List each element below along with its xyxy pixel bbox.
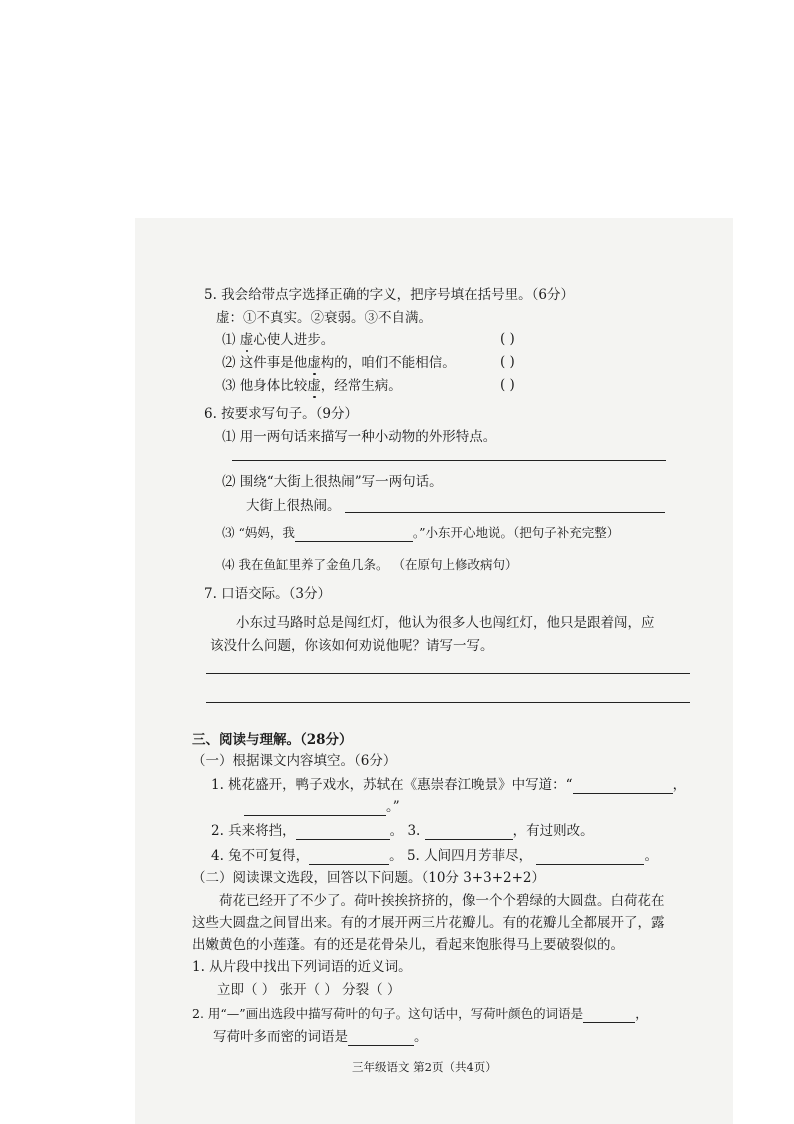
q6-answer-line-1[interactable] bbox=[232, 460, 666, 461]
q5-answer-3[interactable]: ( ) bbox=[500, 377, 515, 393]
reading-q2-cont: 写荷叶多而密的词语是 。 bbox=[213, 1029, 428, 1045]
q6-item-4: ⑷ 我在鱼缸里养了金鱼几条。 （在原句上修改病句） bbox=[222, 557, 518, 572]
q5-title: 5. 我会给带点字选择正确的字义，把序号填在括号里。（6分） bbox=[204, 287, 575, 303]
section-3-part-1-title: （一）根据课文内容填空。（6分） bbox=[192, 753, 397, 769]
q6-item-2-lead: 大街上很热闹。 bbox=[246, 498, 341, 514]
q7-answer-line-2[interactable] bbox=[206, 702, 690, 703]
q6-item-3: ⑶ “妈妈，我 。”小东开心地说。（把句子补充完整） bbox=[222, 525, 620, 540]
fill-2-3: 2. 兵来将挡， 。 3. ，有过则改。 bbox=[211, 823, 594, 839]
reading-q2-blank-a[interactable] bbox=[583, 1008, 635, 1023]
q5-meaning: 虚：①不真实。②衰弱。③不自满。 bbox=[216, 310, 432, 326]
passage-line-1: 荷花已经开了不少了。荷叶挨挨挤挤的，像一个个碧绿的大圆盘。白荷花在 bbox=[219, 893, 665, 909]
q5-item-2: ⑵ 这件事是他虚构的，咱们不能相信。 bbox=[222, 355, 456, 371]
q5-answer-2[interactable]: ( ) bbox=[500, 354, 515, 370]
q5-item-3: ⑶ 他身体比较虚，经常生病。 bbox=[222, 378, 402, 394]
q6-answer-line-2[interactable] bbox=[345, 512, 665, 513]
q7-paragraph-line-2: 该没什么问题，你该如何劝说他呢？请写一写。 bbox=[210, 638, 494, 654]
q5-answer-1[interactable]: ( ) bbox=[500, 331, 515, 347]
fill-1-cont: 。” bbox=[244, 798, 400, 816]
q6-item-2: ⑵ 围绕“大街上很热闹”写一两句话。 bbox=[222, 474, 443, 490]
q5-item-1: ⑴ 虚心使人进步。 bbox=[222, 332, 335, 348]
fill-5-blank[interactable] bbox=[536, 850, 644, 865]
q7-paragraph-line-1: 小东过马路时总是闯红灯，他认为很多人也闯红灯，他只是跟着闯，应 bbox=[236, 615, 655, 631]
q7-answer-line-1[interactable] bbox=[206, 673, 690, 674]
section-3-title: 三、阅读与理解。（28分） bbox=[192, 732, 353, 748]
q6-item-1: ⑴ 用一两句话来描写一种小动物的外形特点。 bbox=[222, 429, 497, 445]
fill-3-blank[interactable] bbox=[425, 825, 513, 840]
fill-1: 1. 桃花盛开，鸭子戏水，苏轼在《惠崇春江晚景》中写道：“ ， bbox=[211, 777, 687, 793]
passage-line-3: 出嫩黄色的小莲蓬。有的还是花骨朵儿，看起来饱胀得马上要破裂似的。 bbox=[192, 937, 624, 953]
q6-item-3-blank[interactable] bbox=[295, 527, 413, 542]
q6-title: 6. 按要求写句子。（9分） bbox=[204, 406, 359, 422]
reading-q2-blank-b[interactable] bbox=[348, 1031, 414, 1046]
fill-1-blank-a[interactable] bbox=[573, 779, 673, 794]
q7-title: 7. 口语交际。（3分） bbox=[204, 586, 332, 602]
fill-2-blank[interactable] bbox=[296, 825, 390, 840]
section-3-part-2-title: （二）阅读课文选段，回答以下问题。（10分 3+3+2+2） bbox=[192, 870, 546, 886]
reading-q2: 2. 用“—”画出选段中描写荷叶的句子。这句话中，写荷叶颜色的词语是 ， bbox=[192, 1006, 648, 1021]
fill-1-blank-b[interactable] bbox=[244, 801, 386, 816]
reading-q1-words[interactable]: 立即（ ） 张开（ ） 分裂（ ） bbox=[217, 982, 401, 998]
page-footer: 三年级语文 第2页（共4页） bbox=[352, 1060, 497, 1074]
fill-4-blank[interactable] bbox=[309, 850, 389, 865]
passage-line-2: 这些大圆盘之间冒出来。有的才展开两三片花瓣儿。有的花瓣儿全都展开了，露 bbox=[192, 915, 665, 931]
fill-4-5: 4. 兔不可复得， 。 5. 人间四月芳菲尽， 。 bbox=[211, 848, 658, 864]
reading-q1: 1. 从片段中找出下列词语的近义词。 bbox=[192, 959, 412, 975]
